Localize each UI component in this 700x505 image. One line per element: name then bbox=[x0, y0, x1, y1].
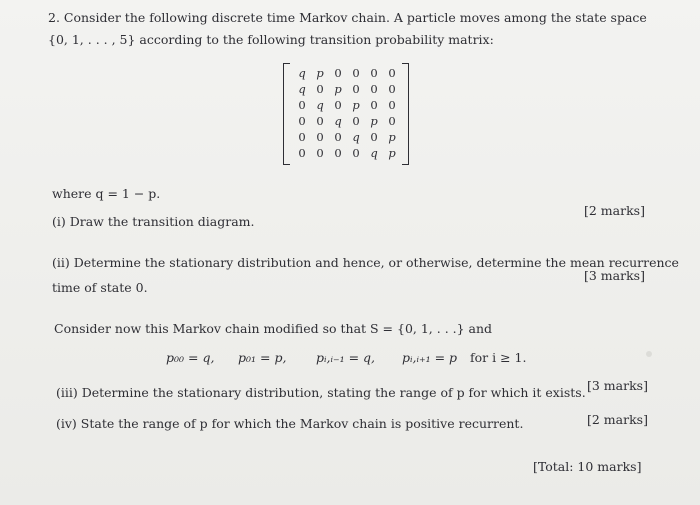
matrix-cell: q bbox=[334, 114, 342, 128]
matrix-cell: q bbox=[370, 146, 378, 160]
matrix-cell: 0 bbox=[298, 114, 306, 128]
matrix-cell: 0 bbox=[352, 114, 360, 128]
matrix-cell: p bbox=[352, 98, 360, 112]
total-marks: [Total: 10 marks] bbox=[533, 459, 642, 474]
matrix-cell: 0 bbox=[316, 146, 324, 160]
matrix-cell: 0 bbox=[298, 98, 306, 112]
matrix-cell: 0 bbox=[316, 130, 324, 144]
question-heading-line1: 2. Consider the following discrete time Markov chain. A particle moves among the state space bbox=[48, 10, 647, 25]
part-iv-text: (iv) State the range of p for which the Markov chain is positive recurrent. bbox=[56, 416, 524, 431]
matrix-cell: 0 bbox=[370, 66, 378, 80]
transition-condition: for i ≥ 1. bbox=[470, 350, 527, 365]
matrix-cell: 0 bbox=[370, 130, 378, 144]
question-heading-line2: {0, 1, . . . , 5} according to the following transition probability matrix: bbox=[48, 32, 494, 47]
part-iii-text: (iii) Determine the stationary distribution, stating the range of p for which it exists. bbox=[56, 385, 586, 400]
matrix-cell: 0 bbox=[388, 114, 396, 128]
matrix-cell: 0 bbox=[316, 114, 324, 128]
matrix-cell: 0 bbox=[334, 146, 342, 160]
part-ii-marks: [3 marks] bbox=[584, 268, 645, 283]
matrix-cell: 0 bbox=[352, 82, 360, 96]
matrix-left-bracket bbox=[283, 63, 290, 165]
matrix-cell: p bbox=[388, 146, 396, 160]
matrix-cell: 0 bbox=[352, 146, 360, 160]
matrix-cell: p bbox=[370, 114, 378, 128]
matrix-cell: q bbox=[298, 82, 306, 96]
matrix-cell: p bbox=[334, 82, 342, 96]
transition-matrix bbox=[283, 63, 409, 167]
part-i-marks: [2 marks] bbox=[584, 203, 645, 218]
part-i-text: (i) Draw the transition diagram. bbox=[52, 214, 255, 229]
transition-p00: p₀₀ = q, bbox=[166, 350, 215, 365]
transition-p01: p₀₁ = p, bbox=[238, 350, 287, 365]
matrix-cell: 0 bbox=[388, 66, 396, 80]
matrix-cell: 0 bbox=[334, 66, 342, 80]
part-iii-marks: [3 marks] bbox=[587, 378, 648, 393]
transition-pi-i-minus-1: pᵢ,ᵢ₋₁ = q, bbox=[316, 350, 376, 365]
part-ii-text-line1: (ii) Determine the stationary distribution and hence, or otherwise, determine the mean recurrence bbox=[52, 255, 679, 270]
matrix-cell: 0 bbox=[298, 146, 306, 160]
part-iv-marks: [2 marks] bbox=[587, 412, 648, 427]
matrix-cell: 0 bbox=[388, 98, 396, 112]
faint-dot bbox=[646, 351, 652, 357]
matrix-cell: 0 bbox=[316, 82, 324, 96]
matrix-cell: 0 bbox=[298, 130, 306, 144]
matrix-cell: p bbox=[316, 66, 324, 80]
matrix-cell: 0 bbox=[370, 98, 378, 112]
matrix-cell: 0 bbox=[334, 130, 342, 144]
matrix-cell: 0 bbox=[370, 82, 378, 96]
matrix-right-bracket bbox=[402, 63, 409, 165]
matrix-cell: q bbox=[352, 130, 360, 144]
transition-pi-i-plus-1: pᵢ,ᵢ₊₁ = p bbox=[402, 350, 458, 365]
matrix-cell: 0 bbox=[334, 98, 342, 112]
matrix-cell: 0 bbox=[352, 66, 360, 80]
matrix-cell: q bbox=[316, 98, 324, 112]
matrix-grid bbox=[293, 65, 401, 161]
modified-chain-intro: Consider now this Markov chain modified so that S = {0, 1, . . .} and bbox=[54, 321, 493, 336]
matrix-cell: q bbox=[298, 66, 306, 80]
part-ii-text-line2: time of state 0. bbox=[52, 280, 148, 295]
matrix-cell: p bbox=[388, 130, 396, 144]
where-definition: where q = 1 − p. bbox=[52, 186, 161, 201]
matrix-cell: 0 bbox=[388, 82, 396, 96]
